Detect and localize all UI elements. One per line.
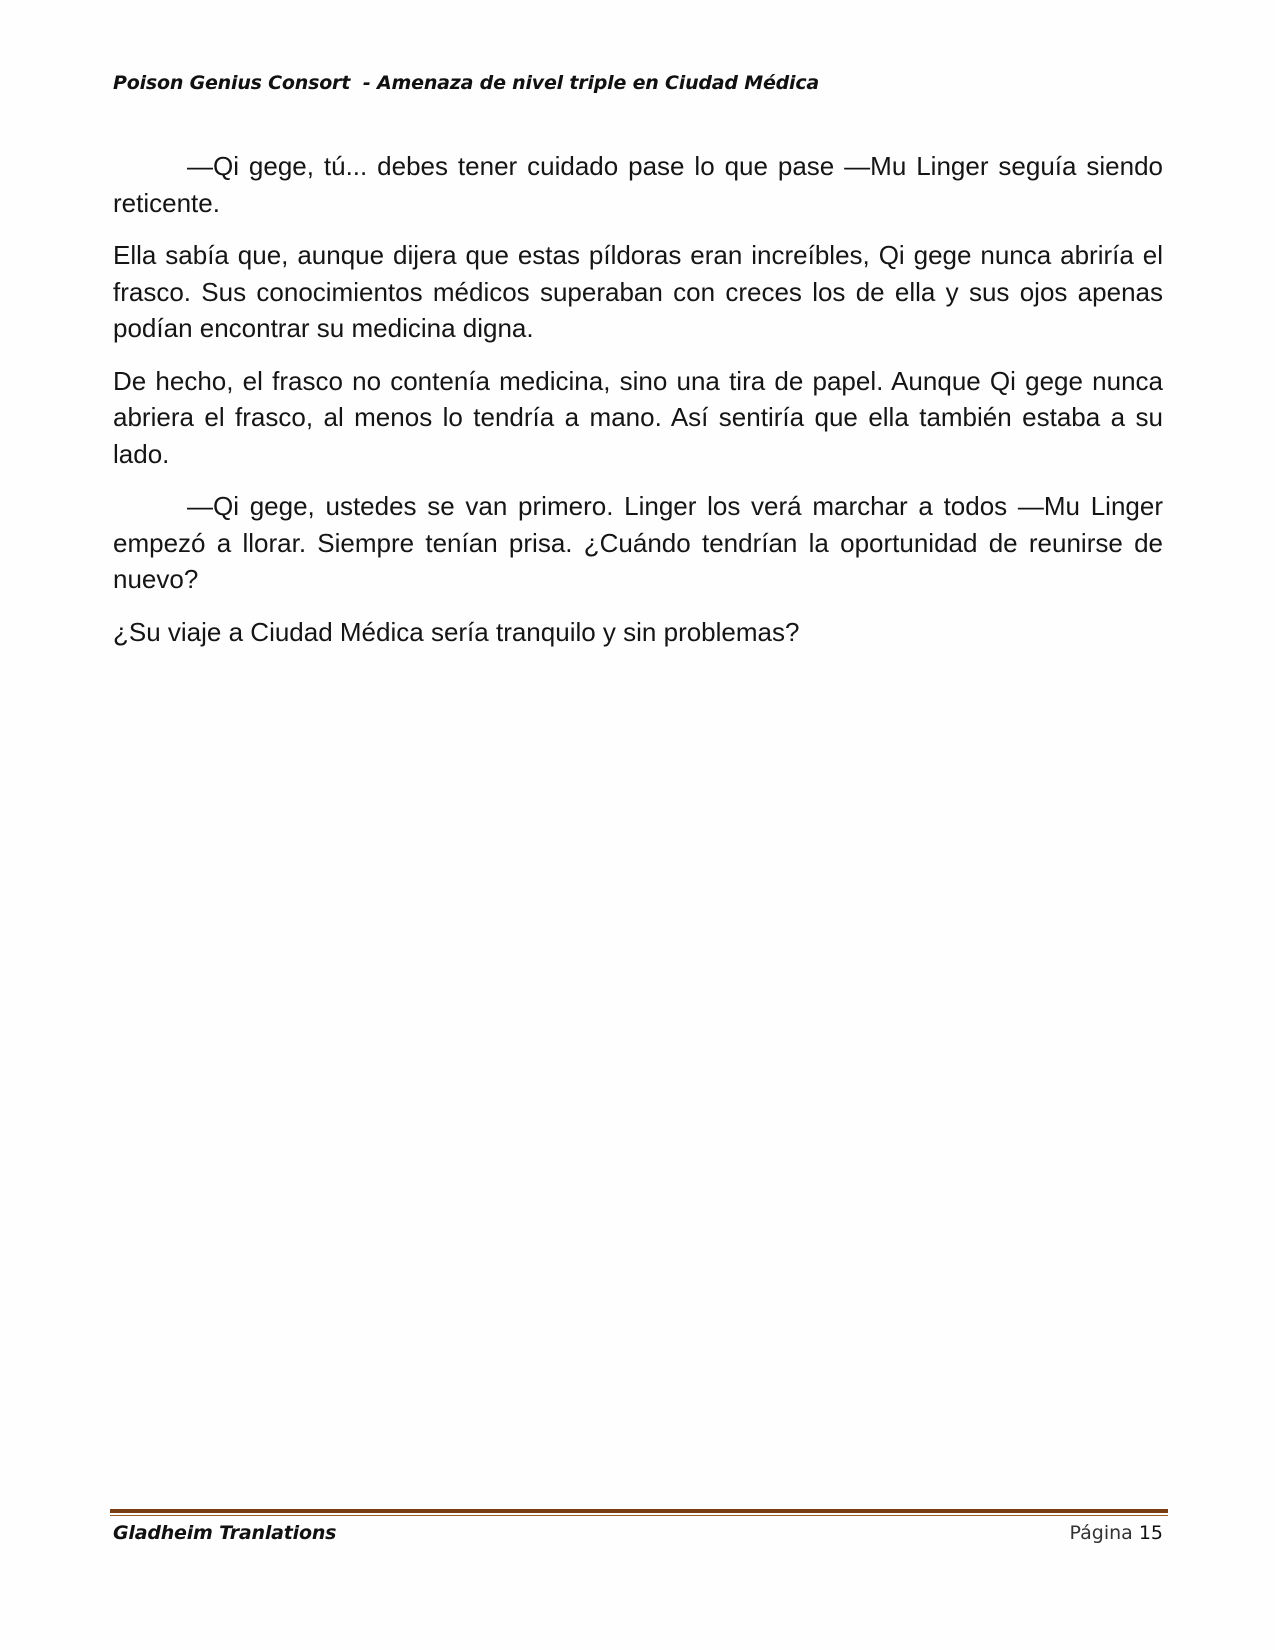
paragraph: Ella sabía que, aunque dijera que estas píldoras eran increíbles, Qi gege nunca abriría el frasco. Sus conocimientos médicos superaban con creces los de ella y sus ojos apenas podían encontrar su medicina digna. [113, 240, 1163, 343]
paragraph: —Qi gege, tú... debes tener cuidado pase lo que pase —Mu Linger seguía siendo reticente. [113, 151, 1163, 218]
footer-divider-thick [110, 1509, 1168, 1513]
footer-divider-thin [110, 1515, 1168, 1516]
footer-publisher: Gladheim Tranlations [113, 1522, 337, 1544]
footer-page-number [1070, 1522, 1163, 1544]
page-label: Página [1069, 1522, 1133, 1544]
body-text [113, 148, 1163, 666]
footer-divider [110, 1509, 1168, 1516]
paragraph: ¿Su viaje a Ciudad Médica sería tranquilo y sin problemas? [113, 616, 800, 647]
paragraph: De hecho, el frasco no contenía medicina, sino una tira de papel. Aunque Qi gege nunca abriera el frasco, al menos lo tendría a mano. Así sentiría que ella también estaba a su lado. [113, 365, 1163, 469]
running-header: Poison Genius Consort - Amenaza de nivel triple en Ciudad Médica [113, 72, 820, 94]
page-number: 15 [1138, 1522, 1163, 1544]
paragraph: —Qi gege, ustedes se van primero. Linger los verá marchar a todos —Mu Linger empezó a llorar. Siempre tenían prisa. ¿Cuándo tendrían la oportunidad de reunirse de nuevo? [113, 491, 1163, 594]
